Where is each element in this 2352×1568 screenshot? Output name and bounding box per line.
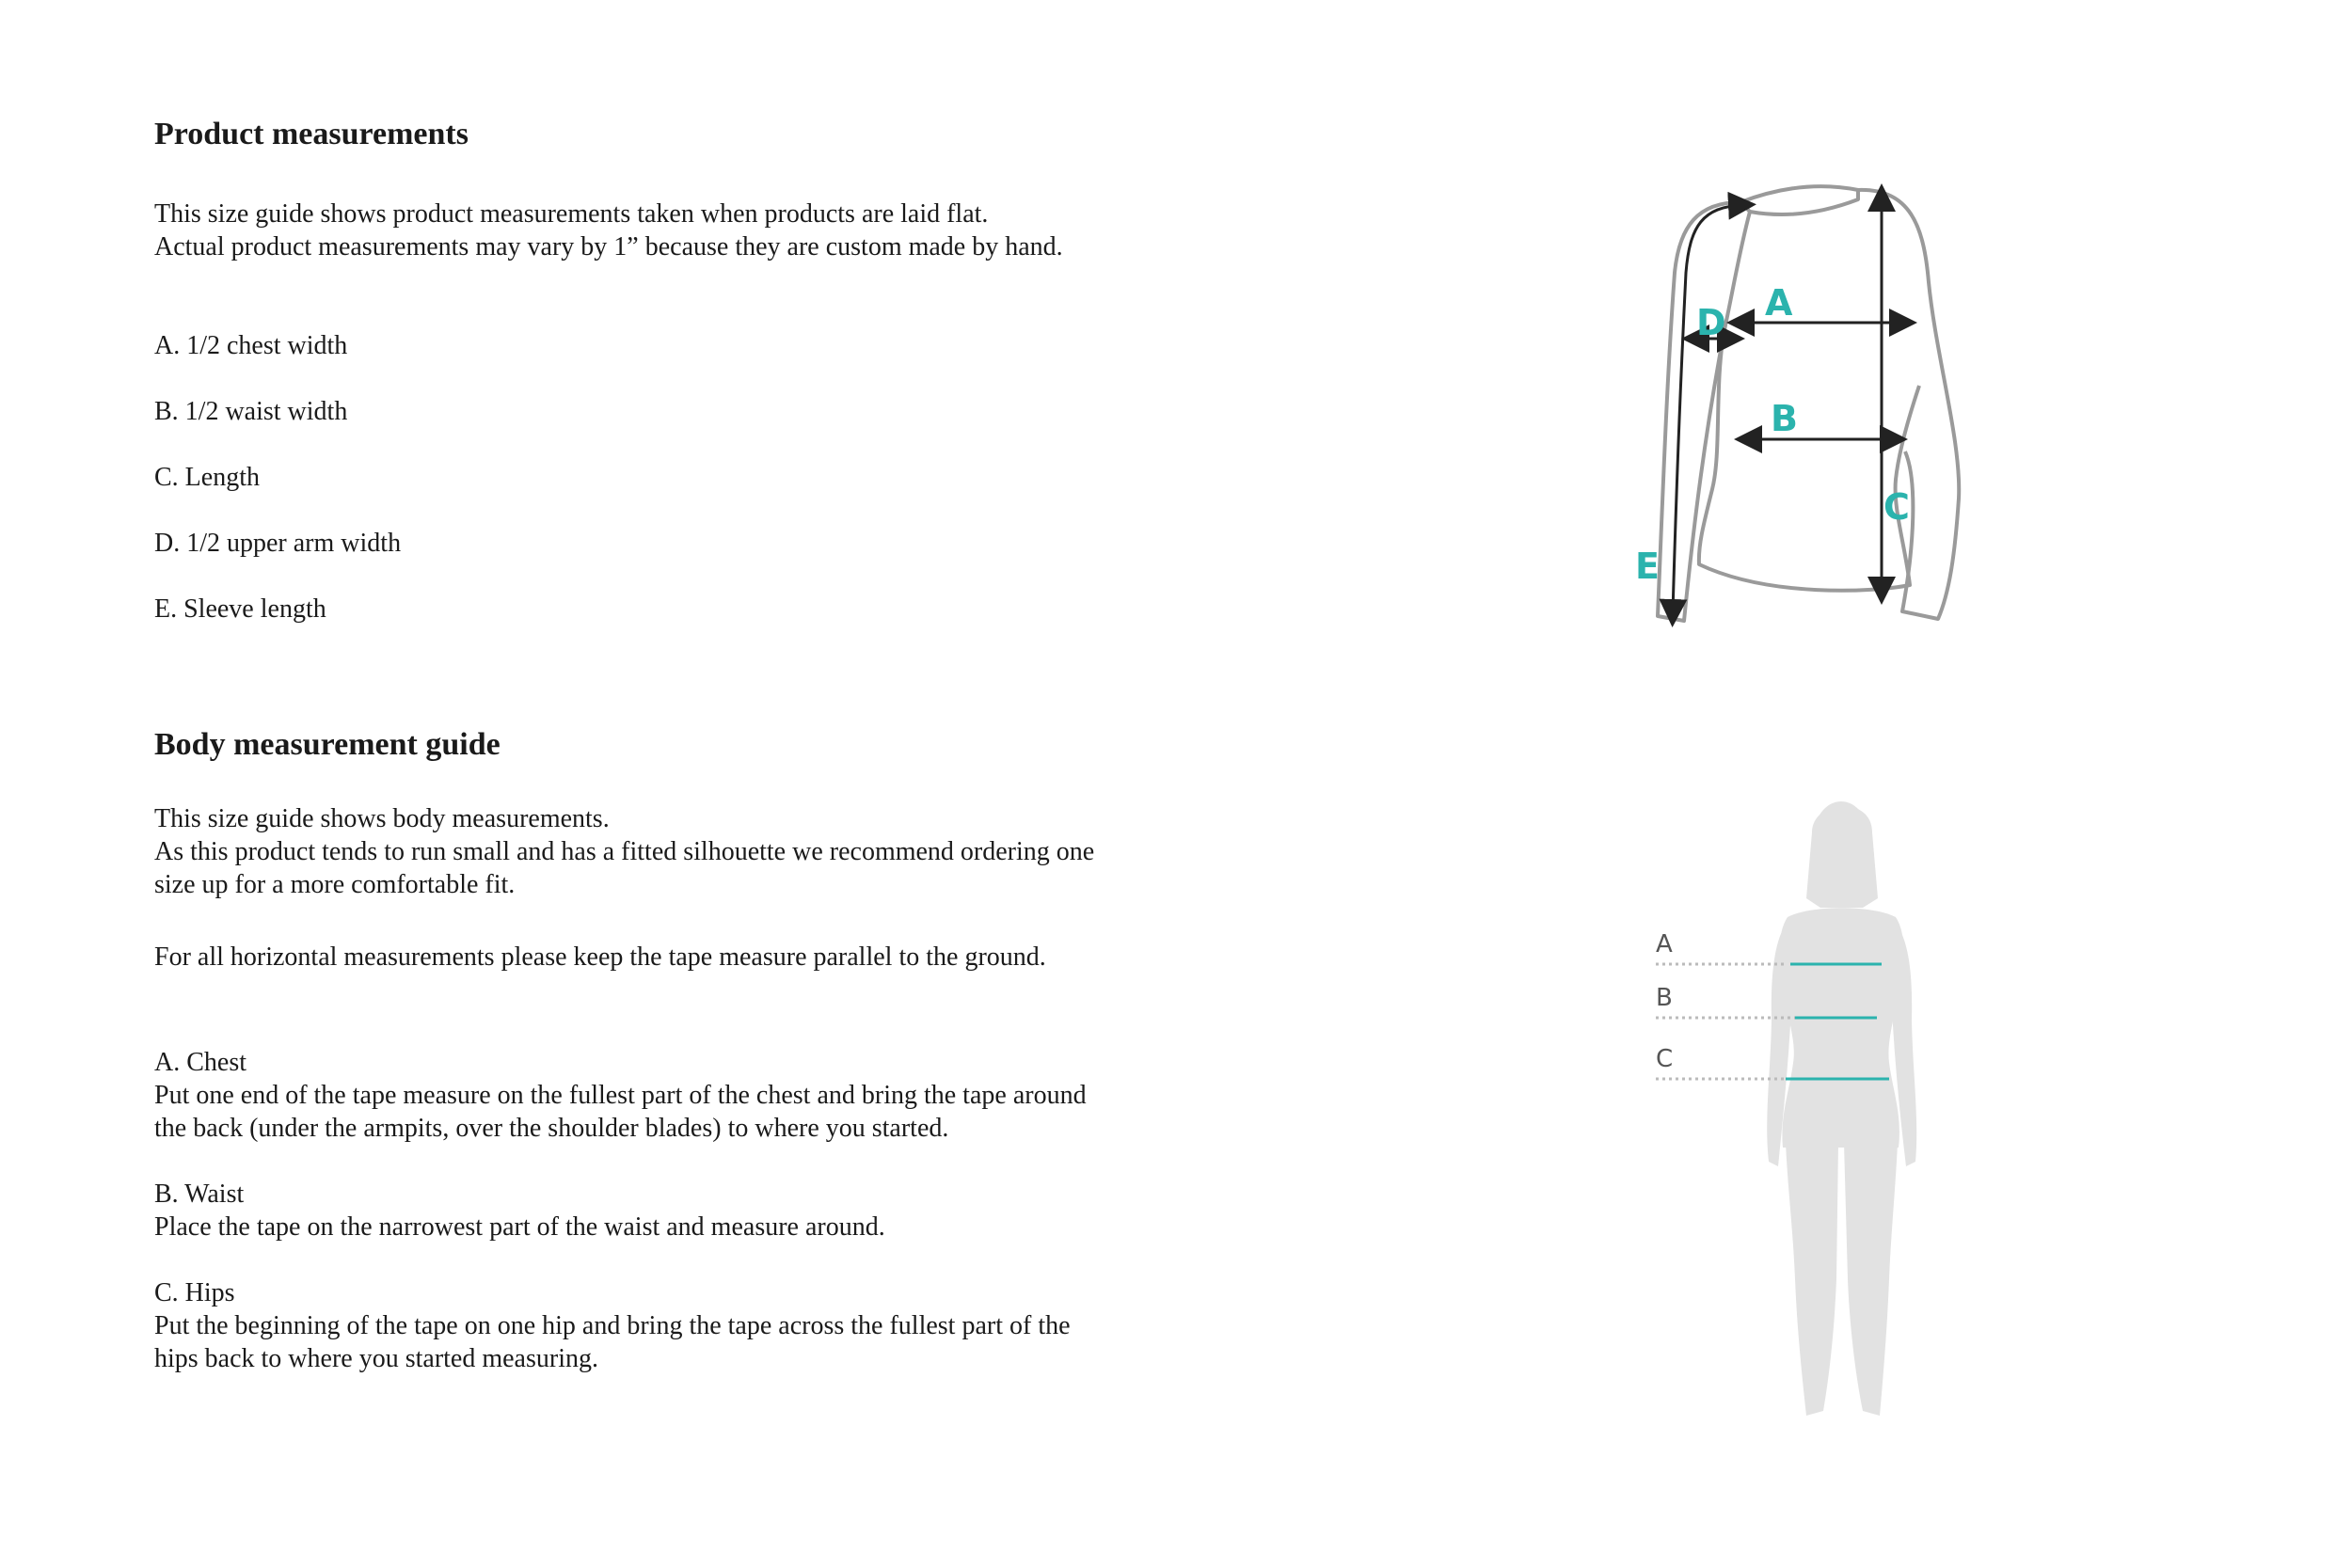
section-text: hips back to where you started measuring. xyxy=(154,1344,598,1373)
body-intro-line: This size guide shows body measurements. xyxy=(154,804,610,833)
label-b: B xyxy=(1771,398,1798,439)
product-intro xyxy=(154,198,1189,263)
body-section-hips xyxy=(154,1276,1189,1375)
body-intro xyxy=(154,802,1189,901)
horizontal-measurement-note: For all horizontal measurements please keep the tape measure parallel to the ground. xyxy=(154,942,1046,972)
label-a: A xyxy=(1765,282,1793,324)
body-section-waist xyxy=(154,1178,1189,1243)
product-item-a: A. 1/2 chest width xyxy=(154,331,348,360)
body-intro-line: As this product tends to run small and has a fitted silhouette we recommend ordering one xyxy=(154,837,1095,866)
section-text: Place the tape on the narrowest part of the waist and measure around. xyxy=(154,1212,885,1242)
section-text: Put one end of the tape measure on the fullest part of the chest and bring the tape around xyxy=(154,1081,1087,1110)
product-item-b: B. 1/2 waist width xyxy=(154,397,348,426)
section-text: Put the beginning of the tape on one hip and bring the tape across the fullest part of the xyxy=(154,1311,1071,1340)
body-intro-line: size up for a more comfortable fit. xyxy=(154,870,516,899)
label-d: D xyxy=(1696,302,1726,343)
body-section-chest xyxy=(154,1046,1189,1145)
body-label-c: C xyxy=(1656,1045,1674,1073)
product-intro-line: This size guide shows product measurements taken when products are laid flat. xyxy=(154,199,989,229)
product-measurements-heading: Product measurements xyxy=(154,117,469,151)
product-intro-line: Actual product measurements may vary by 1” because they are custom made by hand. xyxy=(154,232,1063,261)
section-text: the back (under the armpits, over the shoulder blades) to where you started. xyxy=(154,1114,949,1143)
section-title: C. Hips xyxy=(154,1278,235,1307)
product-item-d: D. 1/2 upper arm width xyxy=(154,529,402,558)
body-silhouette-diagram xyxy=(1637,790,1976,1430)
shirt-measurement-diagram xyxy=(1599,169,1994,640)
label-e: E xyxy=(1635,546,1660,587)
section-title: A. Chest xyxy=(154,1048,246,1077)
body-measurement-heading: Body measurement guide xyxy=(154,727,501,762)
label-c: C xyxy=(1883,486,1910,528)
silhouette xyxy=(1767,801,1916,1416)
section-title: B. Waist xyxy=(154,1180,245,1209)
shirt-outline xyxy=(1658,186,1959,621)
body-label-b: B xyxy=(1656,984,1673,1012)
product-item-c: C. Length xyxy=(154,463,260,492)
product-item-e: E. Sleeve length xyxy=(154,594,326,624)
body-label-a: A xyxy=(1656,930,1673,958)
